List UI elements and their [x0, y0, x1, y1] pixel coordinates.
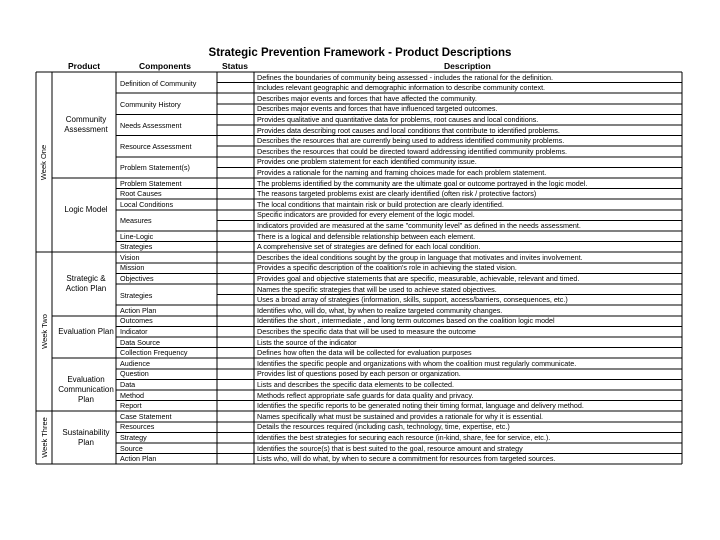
description-cell: Defines how often the data will be collected for evaluation purposes	[257, 349, 472, 358]
description-cell: Describes the resources that are currently being used to address identified community problems.	[257, 137, 565, 146]
header-product: Product	[68, 61, 101, 71]
component-cell: Measures	[120, 217, 152, 226]
description-cell: Methods reflect appropriate safe guards for data quality and privacy.	[257, 391, 474, 400]
product-cell: Community Assessment	[64, 115, 108, 134]
component-cell: Resources	[120, 423, 155, 432]
week-label-label: Week Two	[39, 314, 49, 350]
component-cell: Source	[120, 444, 143, 453]
component-cell: Strategy	[120, 433, 147, 442]
week-label	[36, 252, 52, 411]
description-cell: Describes major events and forces that have influenced targeted outcomes.	[257, 105, 498, 114]
page-title: Strategic Prevention Framework - Product Descriptions	[208, 47, 512, 59]
description-cell: Provides qualitative and quantitative data for problems, root causes and local conditions.	[257, 115, 539, 124]
product-cell: Sustainability Plan	[62, 427, 110, 447]
component-cell: Definition of Community	[120, 79, 197, 88]
description-cell: Describes the ideal conditions sought by the group in language that motivates and invites involvement.	[257, 253, 583, 262]
description-cell: There is a logical and defensible relationship between each element.	[257, 232, 476, 241]
product-cell: Logic Model	[64, 205, 108, 215]
component-cell: Needs Assessment	[120, 122, 182, 130]
week-label-label: Week One	[39, 144, 49, 180]
component-cell: Collection Frequency	[120, 349, 188, 358]
component-cell: Action Plan	[120, 455, 157, 464]
component-cell: Objectives	[120, 274, 154, 283]
description-cell: Defines the boundaries of community being assessed - includes the rational for the definition.	[257, 73, 554, 82]
component-cell: Question	[120, 370, 149, 379]
description-cell: Provides a rationale for the naming and framing choices made for each problem statement.	[257, 168, 547, 177]
description-cell: Includes relevant geographic and demographic information to describe community context.	[257, 84, 546, 93]
product-cell: Evaluation Communication Plan	[58, 374, 114, 404]
description-cell: Lists the source of the indicator	[257, 338, 357, 347]
description-cell: Provides data describing root causes and local conditions that contribute to identified problems.	[257, 126, 560, 135]
component-cell: Outcomes	[120, 317, 153, 326]
description-cell: Identifies the source(s) that is best suited to the goal, resource amount and strategy	[257, 444, 523, 453]
description-cell: Identifies the specific reports to be generated noting their timing format, language and delivery method.	[257, 402, 584, 411]
description-cell: Lists and describes the specific data elements to be collected.	[257, 380, 454, 389]
description-cell: Names specifically what must be sustained and provides a rationale for why it is essential.	[257, 412, 544, 421]
description-cell: Provides a specific description of the coalition's role in achieving the stated vision.	[257, 264, 517, 273]
description-cell: Identifies who, will do, what, by when to realize targeted community changes.	[257, 306, 503, 315]
component-cell: Problem Statement(s)	[120, 164, 190, 173]
description-cell: The local conditions that maintain risk or build protection are clearly identified.	[257, 200, 504, 209]
description-cell: Describes the resources that could be directed toward addressing identified community problems.	[257, 147, 568, 156]
header-status: Status	[222, 61, 248, 71]
header-description: Description	[444, 61, 491, 71]
component-cell: Problem Statement	[120, 179, 182, 188]
component-cell: Mission	[120, 264, 145, 273]
component-cell: Data	[120, 380, 136, 389]
component-cell: Method	[120, 391, 144, 400]
description-cell: Identifies the best strategies for securing each resource (in-kind, share, fee for service, etc.).	[257, 433, 551, 442]
description-cell: Names the specific strategies that will be used to achieve stated objectives.	[257, 285, 497, 294]
component-cell: Audience	[120, 359, 150, 368]
component-cell: Community History	[120, 100, 181, 109]
component-cell: Vision	[120, 253, 140, 262]
component-cell: Strategies	[120, 291, 153, 300]
component-cell: Case Statement	[120, 412, 172, 421]
week-label	[36, 411, 52, 464]
description-cell: Identifies the specific people and organizations with whom the coalition must regularly communicate.	[257, 359, 577, 368]
description-cell: Provides list of questions posed by each person or organization.	[257, 370, 461, 379]
product-cell: Strategic & Action Plan	[65, 274, 107, 293]
product-cell: Evaluation Plan	[58, 327, 114, 336]
component-cell: Line-Logic	[120, 232, 154, 241]
description-cell: Indicators provided are measured at the same "community level" as defined in the needs assessment.	[257, 221, 581, 230]
component-cell: Action Plan	[120, 306, 157, 315]
component-cell: Data Source	[120, 338, 160, 347]
description-cell: Lists who, will do what, by when to secure a commitment for resources from targeted sources.	[257, 455, 556, 464]
description-cell: Describes major events and forces that have affected the community.	[257, 94, 477, 103]
component-cell: Root Causes	[120, 190, 162, 199]
description-cell: Describes the specific data that will be used to measure the outcome	[257, 327, 476, 336]
description-cell: Provides goal and objective statements that are specific, measurable, achievable, relevant and timed.	[257, 274, 580, 283]
week-label-label: Week Three	[39, 417, 49, 458]
header-components: Components	[139, 61, 191, 71]
week-label	[36, 72, 52, 252]
component-cell: Report	[120, 402, 142, 411]
description-cell: Specific indicators are provided for every element of the logic model.	[257, 211, 475, 220]
component-cell: Local Conditions	[120, 200, 174, 209]
description-cell: Uses a broad array of strategies (information, skills, support, access/barriers, consequences, etc.)	[257, 296, 568, 305]
description-cell: Details the resources required (including cash, technology, time, expertise, etc.)	[257, 423, 510, 432]
description-cell: A comprehensive set of strategies are defined for each local condition.	[257, 243, 481, 252]
description-cell: The problems identified by the community are the ultimate goal or outcome portrayed in the logic model.	[257, 179, 588, 188]
component-cell: Strategies	[120, 243, 153, 252]
description-cell: The reasons targeted problems exist are clearly identified (often risk / protective factors)	[257, 190, 537, 199]
component-cell: Resource Assessment	[120, 143, 192, 152]
description-cell: Identifies the short , intermediate , and long term outcomes based on the coalition logic model	[257, 317, 555, 326]
component-cell: Indicator	[120, 327, 148, 336]
description-cell: Provides one problem statement for each identified community issue.	[257, 158, 477, 167]
